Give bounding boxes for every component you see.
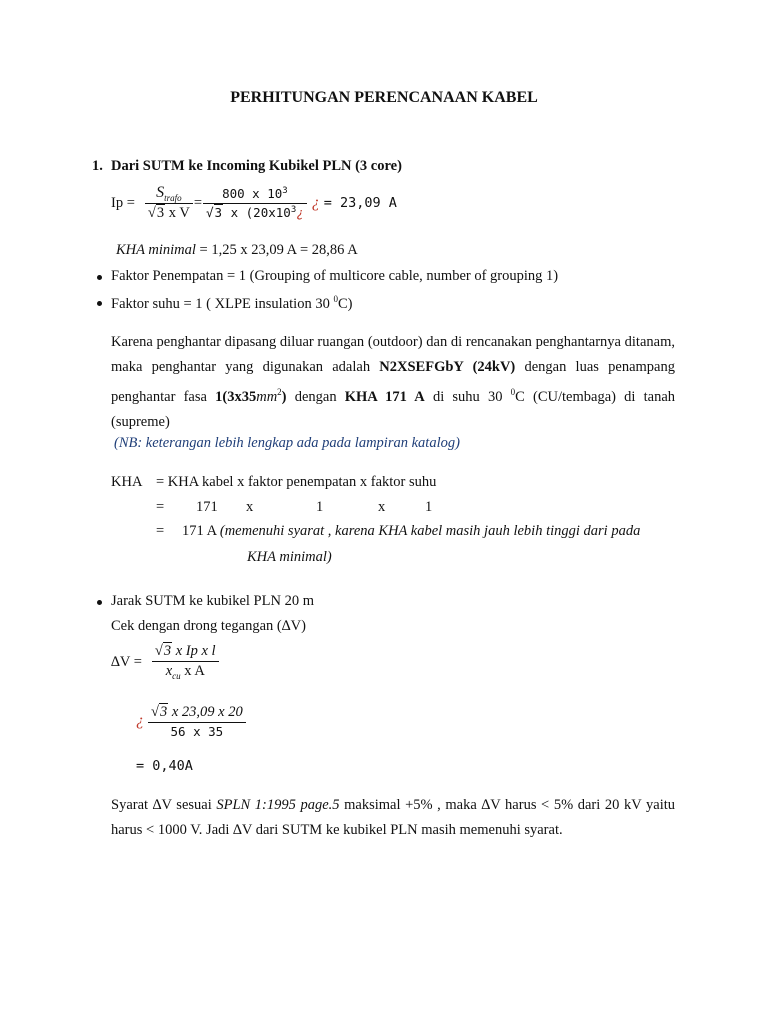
- para-part3: dengan: [286, 388, 345, 405]
- num2-sup: 3: [282, 186, 288, 197]
- kha-calc-eq3: =: [156, 523, 165, 539]
- conclusion-paragraph: [111, 793, 675, 843]
- section-heading: Dari SUTM ke Incoming Kubikel PLN (3 core): [111, 158, 402, 174]
- bullet-dot: [97, 301, 102, 306]
- faktor-suhu-end: C): [337, 295, 353, 312]
- den2-glyph: ¿: [296, 204, 304, 220]
- sqrt-symbol-2: √3: [206, 204, 223, 220]
- faktor-suhu-text: Faktor suhu = 1 ( XLPE insulation 30: [111, 295, 334, 312]
- cable-size-sup: 2: [277, 387, 282, 397]
- bullet-dot: [97, 275, 102, 280]
- kha-calc-x2: x: [378, 499, 386, 515]
- kha-calc-result-line: [182, 523, 640, 540]
- s-subscript: trafo: [164, 192, 182, 203]
- sqrt-symbol: √3: [147, 205, 165, 222]
- ip-lhs: Ip =: [111, 194, 135, 211]
- dv-num-rest: x Ip x l: [175, 643, 216, 660]
- dv-fraction: [152, 643, 219, 681]
- dv-calc-fraction: [148, 704, 246, 739]
- kha-calc-eq2: =: [156, 499, 165, 515]
- cable-size-end: ): [281, 388, 287, 405]
- section-number: 1.: [92, 158, 103, 174]
- s-symbol: S: [156, 183, 165, 201]
- kha-minimal: [116, 242, 358, 259]
- page-title: PERHITUNGAN PERENCANAAN KABEL: [230, 89, 538, 106]
- dv-den-rest: x A: [180, 663, 205, 680]
- dv-calc-sqrt-symbol: √3: [151, 703, 168, 720]
- dv-calc: [136, 700, 246, 742]
- conclusion-ref: SPLN 1:1995 page.5: [216, 797, 340, 813]
- kha-calc-label: KHA: [111, 474, 143, 490]
- bullet-faktor-suhu: [111, 294, 352, 313]
- dv-calc-num: x 23,09 x 20: [171, 703, 243, 720]
- kha-calc-note1: (memenuhi syarat , karena KHA kabel masih jauh lebih tinggi dari pada: [219, 523, 641, 539]
- kha-calc-v3: 1: [425, 499, 433, 515]
- bullet-faktor-penempatan: Faktor Penempatan = 1 (Grouping of multicore cable, number of grouping 1): [111, 268, 559, 284]
- ip-fraction-2: [203, 186, 307, 219]
- kha-calc-result: 171 A: [182, 523, 217, 539]
- kha-calc-note2: KHA minimal): [247, 549, 332, 565]
- dv-calc-den: 56 x 35: [148, 722, 246, 739]
- para-part1: Karena penghantar dipasang diluar ruangan (outdoor) dan di rencanakan penghantarnya ditanam, maka penghantar yang digunakan adalah: [111, 334, 675, 375]
- cable-selection-paragraph: [111, 330, 675, 435]
- jarak-line2: Cek dengan drong tegangan (∆V): [111, 618, 306, 634]
- cable-size-unit: mm: [256, 388, 278, 405]
- para-part2: dengan luas penampang penghantar fasa: [111, 359, 675, 405]
- kha-calc-v2: 1: [316, 499, 324, 515]
- dv-sqrt-symbol: √3: [154, 643, 172, 660]
- den1-rest: x V: [168, 205, 190, 222]
- num2: 800 x 10: [222, 186, 283, 202]
- conclusion-p2: maksimal +5% , maka ∆V harus < 5% dari 20 kV yaitu harus < 1000 V. Jadi ∆V dari SUTM ke kubikel PLN masih memenuhi syarat.: [111, 797, 676, 838]
- ip-fraction-1: [145, 184, 193, 223]
- jarak-line1: Jarak SUTM ke kubikel PLN 20 m: [111, 593, 314, 609]
- ip-equals: =: [193, 194, 203, 211]
- bullet-dot: [97, 600, 102, 605]
- para-degree-sup: 0: [510, 387, 516, 397]
- den2-rest: x (20x10: [230, 204, 291, 220]
- dv-lhs: ∆V =: [111, 653, 142, 670]
- para-part4: di suhu 30: [424, 388, 511, 405]
- ip-result: = 23,09 A: [323, 195, 397, 211]
- dv-result: = 0,40A: [136, 758, 193, 774]
- ip-glyph: ¿: [311, 194, 320, 211]
- dv-den-sub: cu: [172, 670, 181, 681]
- cable-kha: KHA 171 A: [344, 388, 425, 405]
- dv-calc-glyph: ¿: [136, 712, 144, 729]
- kha-minimal-value: = 1,25 x 23,09 A = 28,86 A: [199, 242, 358, 258]
- kha-calc-v1: 171: [196, 499, 218, 515]
- den2-sup: 3: [290, 204, 297, 215]
- degree-sup: 0: [333, 294, 338, 304]
- dv-formula: [111, 641, 219, 683]
- para-part5: C (CU/tembaga) di tanah (supreme): [111, 388, 676, 430]
- nb-note: (NB: keterangan lebih lengkap ada pada lampiran katalog): [114, 435, 460, 451]
- kha-minimal-label: KHA minimal: [116, 242, 196, 258]
- cable-size: 1(3x35: [215, 388, 257, 405]
- ip-formula: [111, 183, 397, 223]
- kha-calc-line1: = KHA kabel x faktor penempatan x faktor suhu: [156, 474, 437, 490]
- dv-den-main: x: [165, 663, 173, 680]
- cable-type: N2XSEFGbY (24kV): [379, 359, 516, 375]
- conclusion-p1: Syarat ∆V sesuai: [111, 797, 217, 813]
- kha-calc-x1: x: [246, 499, 254, 515]
